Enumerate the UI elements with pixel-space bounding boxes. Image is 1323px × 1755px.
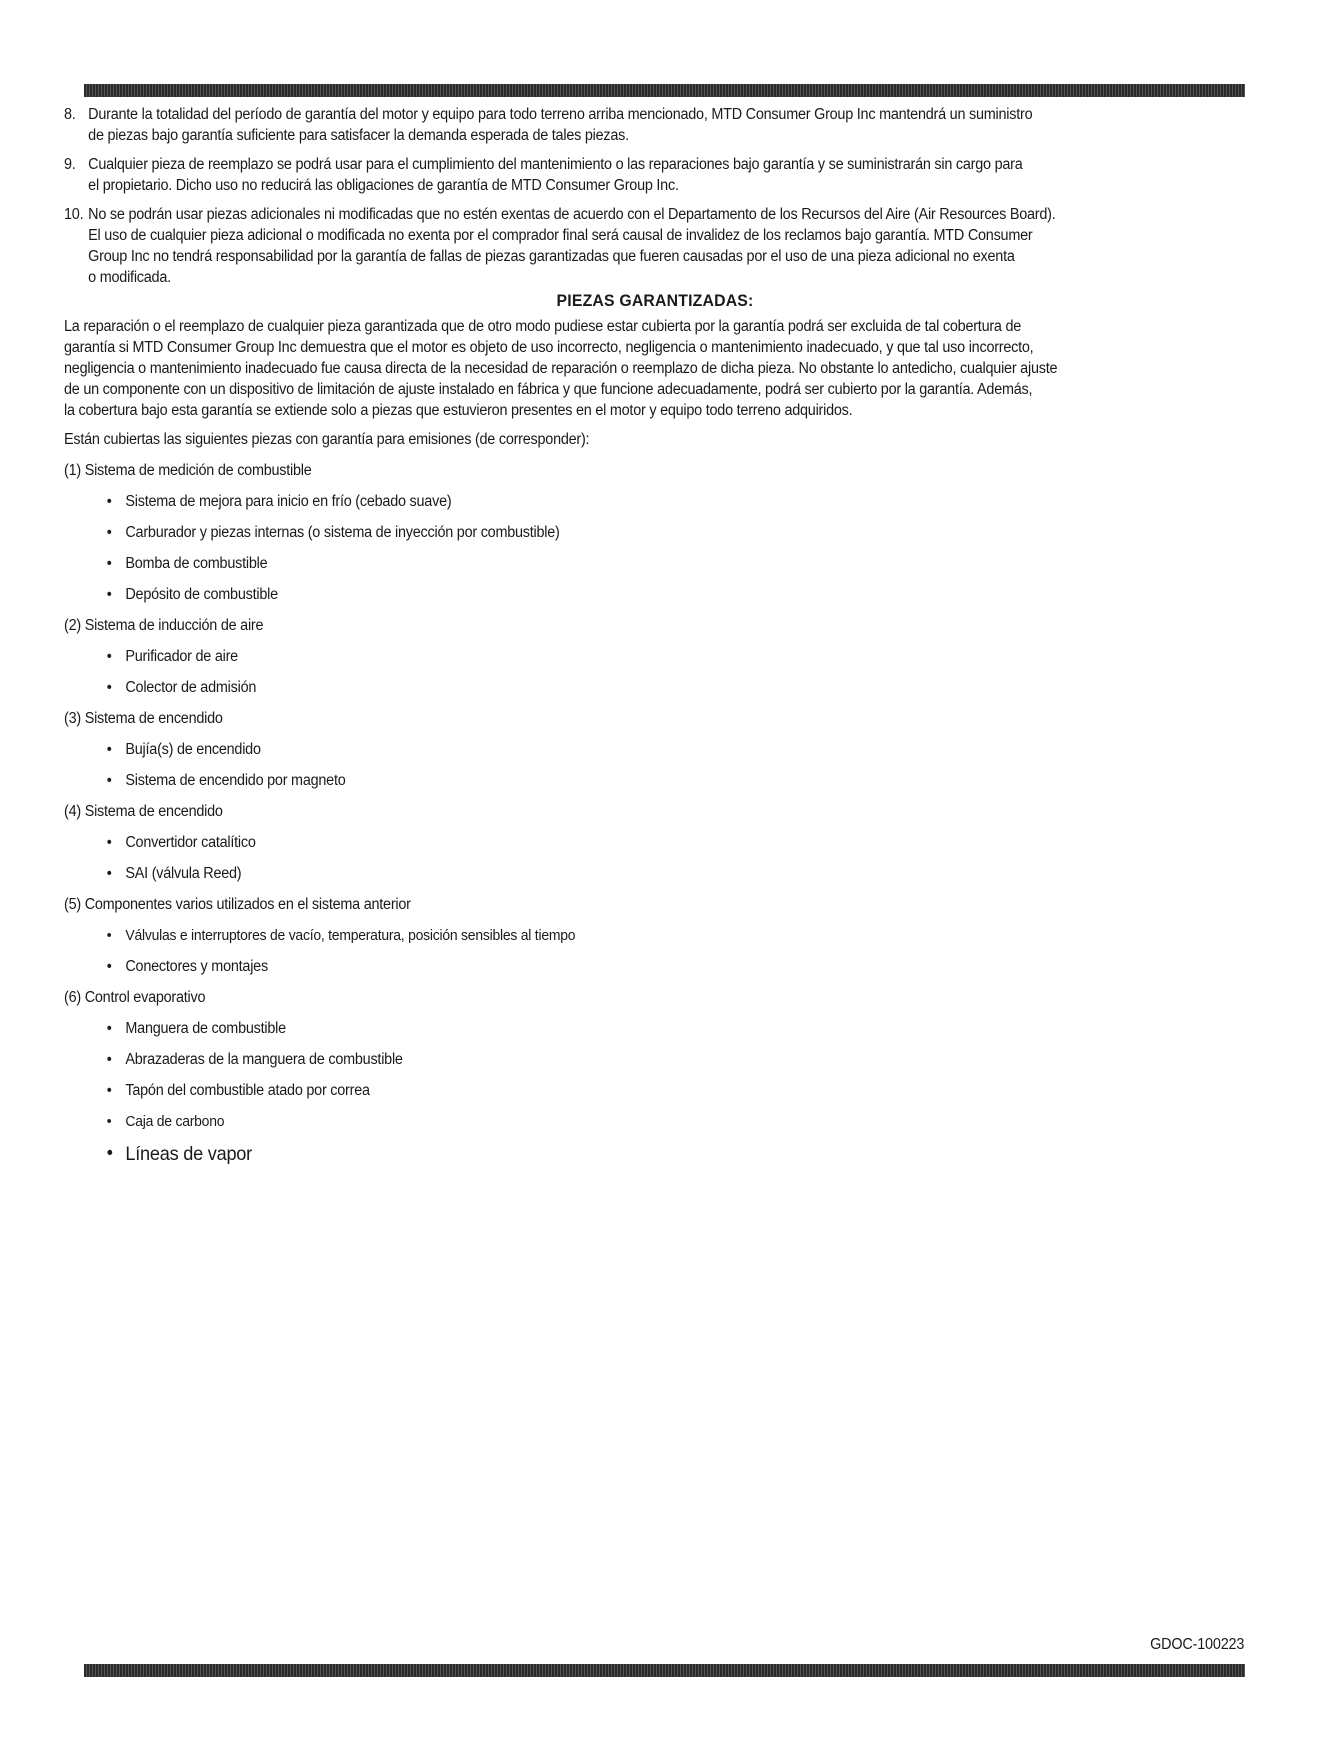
text-line: Durante la totalidad del período de garantía del motor y equipo para todo terreno arriba mencionado, MTD Consumer Group Inc mantendrá un suministro bbox=[88, 106, 1033, 123]
group-title-ignition-2: (4) Sistema de encendido bbox=[64, 803, 223, 820]
group-title-air-induction: (2) Sistema de inducción de aire bbox=[64, 617, 264, 634]
list-item: • Sistema de mejora para inicio en frío (cebado suave) bbox=[64, 491, 1246, 512]
list-item: • Convertidor catalítico bbox=[64, 832, 1246, 853]
list-item: • Depósito de combustible bbox=[64, 584, 1246, 605]
list-item: • Bujía(s) de encendido bbox=[64, 739, 1246, 760]
group-title-misc-components: (5) Componentes varios utilizados en el sistema anterior bbox=[64, 896, 411, 913]
section-heading: PIEZAS GARANTIZADAS: bbox=[556, 291, 754, 310]
coverage-paragraph bbox=[64, 316, 1246, 421]
bullet-list bbox=[64, 739, 1246, 791]
list-item: • Purificador de aire bbox=[64, 646, 1246, 667]
item-number: 10. bbox=[64, 206, 84, 223]
document-code: GDOC-100223 bbox=[1149, 1636, 1244, 1653]
top-rule bbox=[84, 84, 1245, 97]
text-line: el propietario. Dicho uso no reducirá las obligaciones de garantía de MTD Consumer Group Inc. bbox=[88, 177, 679, 194]
list-item: • Conectores y montajes bbox=[64, 956, 1246, 977]
list-item: • Bomba de combustible bbox=[64, 553, 1246, 574]
text-line: Cualquier pieza de reemplazo se podrá usar para el cumplimiento del mantenimiento o las reparaciones bajo garantía y se suministrarán sin cargo para bbox=[88, 156, 1023, 173]
numbered-item-9 bbox=[64, 154, 1246, 196]
group-title-ignition: (3) Sistema de encendido bbox=[64, 710, 223, 727]
text-line: negligencia o mantenimiento inadecuado fue causa directa de la necesidad de reparación o reemplazo de dicha pieza. No obstante lo antedicho, cualquier ajuste bbox=[64, 360, 1058, 377]
list-item: • Sistema de encendido por magneto bbox=[64, 770, 1246, 791]
list-item: • SAI (válvula Reed) bbox=[64, 863, 1246, 884]
text-line: de piezas bajo garantía suficiente para satisfacer la demanda esperada de tales piezas. bbox=[88, 127, 629, 144]
item-text bbox=[88, 204, 1246, 288]
bullet-list bbox=[64, 925, 1246, 977]
item-number: 9. bbox=[64, 156, 76, 173]
list-item: • Válvulas e interruptores de vacío, temperatura, posición sensibles al tiempo bbox=[64, 925, 1246, 946]
item-text bbox=[88, 104, 1246, 146]
item-text bbox=[88, 154, 1246, 196]
text-line: La reparación o el reemplazo de cualquier pieza garantizada que de otro modo pudiese estar cubierta por la garantía podrá ser excluida de tal cobertura de bbox=[64, 318, 1022, 335]
text-line: de un componente con un dispositivo de limitación de ajuste instalado en fábrica y que funcione adecuadamente, podrá ser cubierto por la garantía. Además, bbox=[64, 381, 1033, 398]
list-item: • Tapón del combustible atado por correa bbox=[64, 1080, 1246, 1101]
list-item: • Líneas de vapor bbox=[64, 1142, 1246, 1166]
list-item: • Carburador y piezas internas (o sistema de inyección por combustible) bbox=[64, 522, 1246, 543]
numbered-item-8 bbox=[64, 104, 1246, 146]
bullet-list bbox=[64, 1018, 1246, 1166]
bullet-list bbox=[64, 491, 1246, 605]
text-line: garantía si MTD Consumer Group Inc demuestra que el motor es objeto de uso incorrecto, negligencia o mantenimiento inadecuado, y que tal uso incorrecto, bbox=[64, 339, 1034, 356]
bottom-rule bbox=[84, 1664, 1245, 1677]
text-line: El uso de cualquier pieza adicional o modificada no exenta por el comprador final será causal de invalidez de los reclamos bajo garantía. MTD Consumer bbox=[88, 227, 1033, 244]
numbered-item-10 bbox=[64, 204, 1246, 288]
item-number: 8. bbox=[64, 106, 76, 123]
list-item: • Abrazaderas de la manguera de combustible bbox=[64, 1049, 1246, 1070]
list-item: • Manguera de combustible bbox=[64, 1018, 1246, 1039]
document-body bbox=[64, 104, 1163, 1176]
bullet-list bbox=[64, 832, 1246, 884]
text-line: Group Inc no tendrá responsabilidad por la garantía de fallas de piezas garantizadas que fueren causadas por el uso de una pieza adicional no exenta bbox=[88, 248, 1015, 265]
text-line: o modificada. bbox=[88, 269, 171, 286]
list-item: • Colector de admisión bbox=[64, 677, 1246, 698]
group-title-evaporative-control: (6) Control evaporativo bbox=[64, 989, 206, 1006]
text-line: No se podrán usar piezas adicionales ni modificadas que no estén exentas de acuerdo con el Departamento de los Recursos del Aire (Air Resources Board). bbox=[88, 206, 1056, 223]
group-title-fuel-metering: (1) Sistema de medición de combustible bbox=[64, 462, 312, 479]
bullet-list bbox=[64, 646, 1246, 698]
list-item: • Caja de carbono bbox=[64, 1111, 1246, 1132]
covered-parts-intro: Están cubiertas las siguientes piezas con garantía para emisiones (de corresponder): bbox=[64, 431, 590, 448]
text-line: la cobertura bajo esta garantía se extiende solo a piezas que estuvieron presentes en el motor y equipo todo terreno adquiridos. bbox=[64, 402, 853, 419]
